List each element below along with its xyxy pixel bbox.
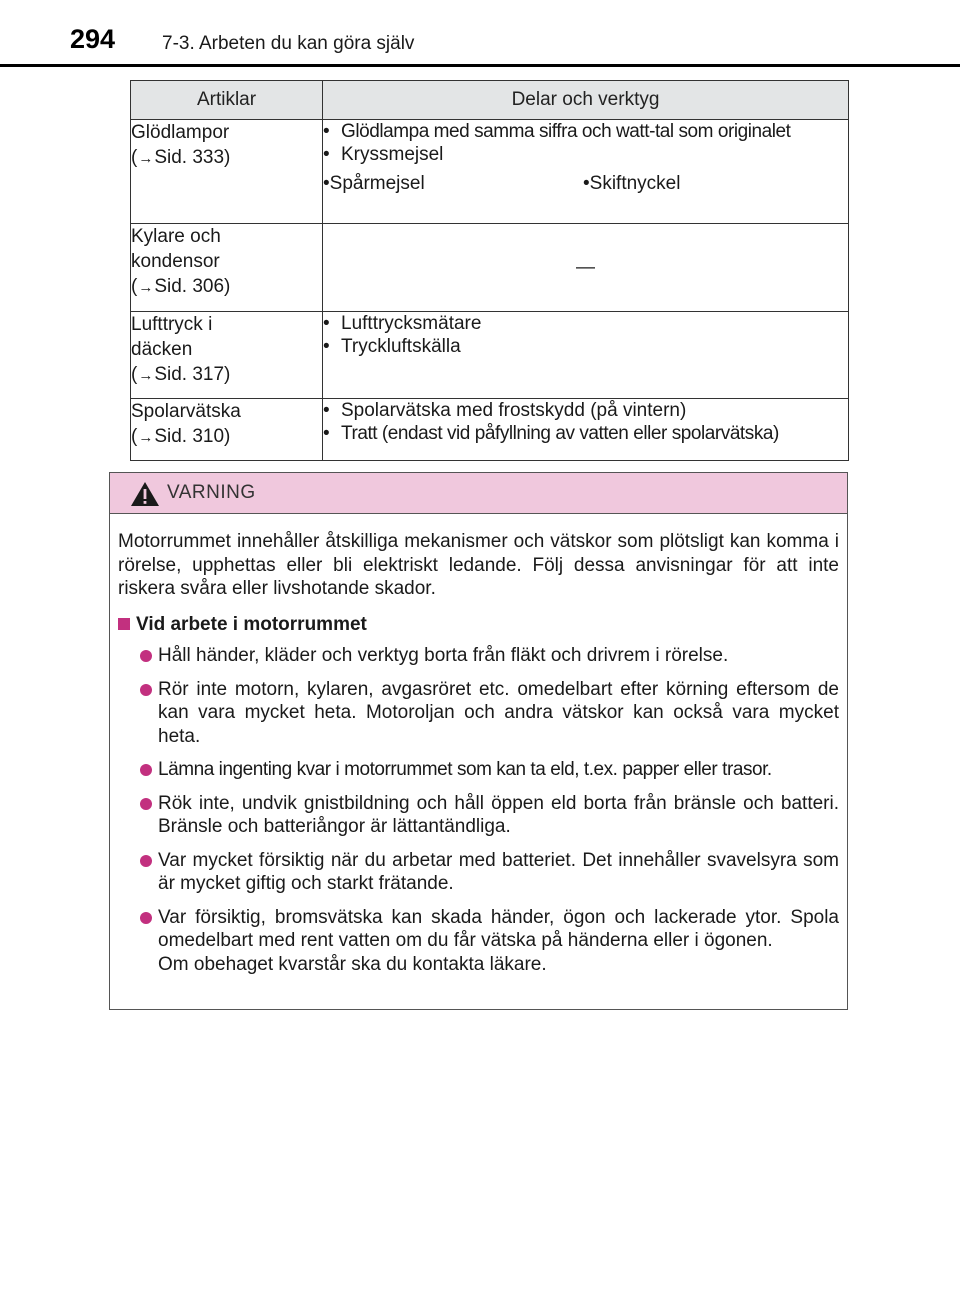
bullet-icon	[140, 650, 152, 662]
list-item: • Tryckluftskälla	[323, 336, 461, 357]
arrow-right-icon: →	[138, 429, 154, 446]
table-row	[131, 120, 849, 224]
item-name: kondensor	[131, 251, 220, 272]
item-cell	[131, 224, 323, 312]
item-name: Lufttryck i	[131, 314, 213, 335]
item-cell	[131, 399, 323, 461]
list-item: Var försiktig, bromsvätska kan skada händer, ögon och lackerade ytor. Spola omedelbart med rent vatten om du får vätska på händerna eller i ögonen. Om obehaget kvarstår ska du kontakta läkare.	[140, 906, 839, 977]
square-bullet-icon	[118, 618, 130, 630]
header-rule	[0, 64, 960, 67]
list-item: Håll händer, kläder och verktyg borta från fläkt och drivrem i rörelse.	[140, 644, 839, 668]
arrow-right-icon: →	[138, 367, 154, 384]
list-item: • Kryssmejsel	[323, 144, 444, 165]
item-name: Glödlampor	[131, 122, 230, 143]
bullet-icon	[140, 855, 152, 867]
item-name: Kylare och	[131, 226, 221, 247]
page-reference: (→Sid. 333)	[131, 147, 231, 168]
arrow-right-icon: →	[138, 150, 154, 167]
list-item: • Skiftnyckel	[583, 173, 681, 194]
list-item: • Spolarvätska med frostskydd (på vintern)	[323, 400, 687, 421]
parts-table	[130, 80, 849, 461]
parts-cell	[323, 312, 849, 399]
page-reference: (→Sid. 310)	[131, 426, 231, 447]
page-number: 294	[70, 24, 116, 54]
list-item: • Spårmejsel	[323, 173, 425, 194]
column-header-parts: Delar och verktyg	[323, 81, 849, 120]
bullet-icon	[140, 798, 152, 810]
table-header-row	[131, 81, 849, 120]
item-cell	[131, 312, 323, 399]
item-name: däcken	[131, 339, 193, 360]
list-item: • Tratt (endast vid påfyllning av vatten eller spolarvätska)	[323, 423, 779, 444]
item-cell	[131, 120, 323, 224]
page-reference: (→Sid. 306)	[131, 276, 231, 297]
table-row	[131, 399, 849, 461]
warning-triangle-icon	[130, 481, 160, 507]
parts-cell	[323, 120, 849, 224]
warning-header	[110, 473, 847, 514]
page-header	[0, 0, 960, 70]
column-header-items: Artiklar	[131, 81, 323, 120]
section-title: 7-3. Arbeten du kan göra själv	[162, 33, 415, 54]
item-name: Spolarvätska	[131, 401, 241, 422]
empty-dash: —	[576, 257, 595, 278]
table-row	[131, 224, 849, 312]
warning-body	[110, 514, 847, 976]
page-reference: (→Sid. 317)	[131, 364, 231, 385]
warning-intro: Motorrummet innehåller åtskilliga mekanismer och vätskor som plötsligt kan komma i rörelse, upphettas eller bli elektriskt ledande. Följ dessa anvisningar för att inte riskera svåra eller livshotande skador.	[118, 531, 839, 599]
warning-box	[109, 472, 848, 1010]
parts-cell	[323, 399, 849, 461]
two-column-list	[323, 172, 848, 195]
bullet-icon	[140, 764, 152, 776]
warning-title: VARNING	[167, 482, 256, 503]
table-row	[131, 312, 849, 399]
arrow-right-icon: →	[138, 279, 154, 296]
bullet-icon	[140, 684, 152, 696]
warning-subheading: Vid arbete i motorrummet	[118, 613, 839, 637]
list-item: • Glödlampa med samma siffra och watt-tal som originalet	[323, 121, 791, 142]
list-item: Lämna ingenting kvar i motorrummet som kan ta eld, t.ex. papper eller trasor.	[140, 758, 839, 782]
bullet-icon	[140, 912, 152, 924]
list-item: Rök inte, undvik gnistbildning och håll öppen eld borta från bränsle och batteri. Bränsle och batteriångor är lättantändliga.	[140, 792, 839, 839]
list-item: • Lufttrycksmätare	[323, 313, 482, 334]
list-item: Var mycket försiktig när du arbetar med batteriet. Det innehåller svavelsyra som är mycket giftig och starkt frätande.	[140, 849, 839, 896]
parts-cell	[323, 224, 849, 312]
list-item: Rör inte motorn, kylaren, avgasröret etc. omedelbart efter körning eftersom de kan vara mycket heta. Motoroljan och andra vätskor kan också vara mycket heta.	[140, 678, 839, 749]
